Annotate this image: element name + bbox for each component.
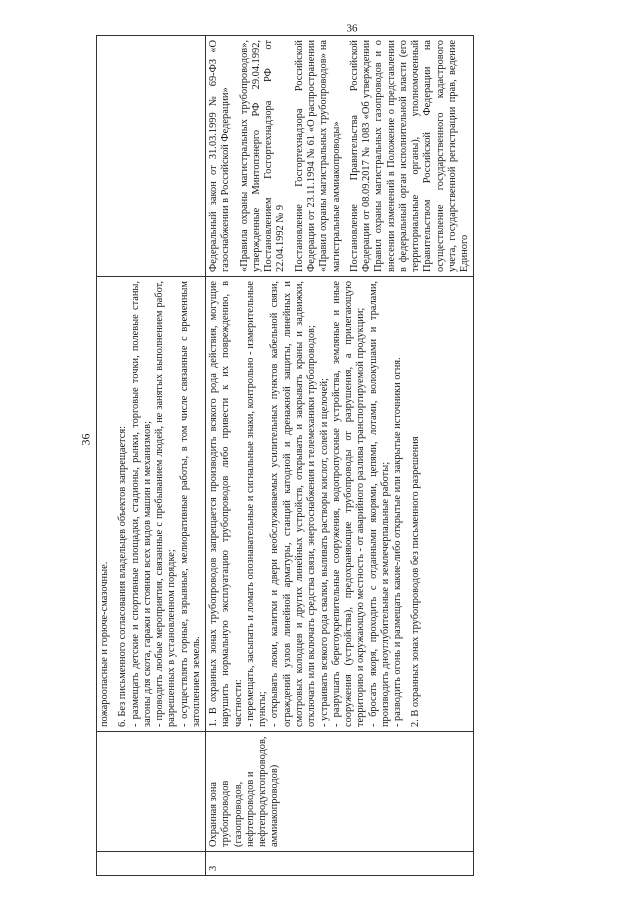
- restriction-paragraph: 2. В охранных зонах трубопроводов без письменного разрешения: [410, 436, 422, 727]
- restriction-paragraph: пожароопасные и горюче-смазочные.: [99, 561, 110, 727]
- restriction-paragraph: - разрушать берегоукрепительные сооружения, водопропускные устройства, земляные и иные сооружения (устройства), предохраняющие трубопроводы от разрушения, а прилегающую территорию и окружающую местность - от аварийного разлива транспортируемой продукции;: [330, 281, 367, 727]
- restriction-paragraph: - разводить огонь и размещать какие-либо открытые или закрытые источники огня.: [392, 357, 404, 727]
- document-reference: «Правила охраны магистральных трубопроводов», утвержденные Минтопэнерго РФ 29.04.1992, Постановлением Госгортехнадзора РФ от 22.04.1992 № 9: [238, 40, 287, 272]
- restriction-paragraph: - открывать люки, калитки и двери необслуживаемых усилительных пунктов кабельной связи, ограждений узлов линейной арматуры, станций катодной и дренажной защиты, линейных и смотровых колодцев и других линейных устройств, открывать и закрывать краны и задвижки, отключать или включать средства связи, энергоснабжения и телемеханики трубопроводов;: [269, 281, 318, 727]
- page-number-top: 36: [78, 433, 93, 446]
- row-number-cell: 3: [206, 852, 474, 876]
- restriction-paragraph: - устраивать всякого рода свалки, выливать растворы кислот, солей и щелочей;: [318, 378, 330, 727]
- page-number-bottom: 36: [346, 22, 358, 35]
- restriction-paragraph: 1. В охранных зонах трубопроводов запрещается производить всякого рода действия, могущие нарушить нормальную эксплуатацию трубопроводов либо привести к их повреждению, в частности:: [208, 281, 244, 727]
- landscape-content: [96, 22, 606, 876]
- restriction-paragraph: - проводить любые мероприятия, связанные с пребыванием людей, не занятых выполнением работ, разрешенных в установленном порядке;: [154, 281, 178, 727]
- documents-cell: [97, 36, 206, 277]
- zones-table: [96, 35, 474, 876]
- document-reference: Постановление Госгортехнадзора Российской Федерации от 23.11.1994 № 61 «О распространении «Правил охраны магистральных трубопроводов» на магистральные аммиакопроводы»: [293, 40, 342, 272]
- documents-cell: [206, 36, 474, 277]
- zone-name-cell: [97, 732, 206, 852]
- table-row: [206, 36, 474, 876]
- restriction-paragraph: - перемещать, засыпать и ломать опознавательные и сигнальные знаки, контрольно - измерительные пункты;: [244, 281, 269, 727]
- restriction-paragraph: - осуществлять горные, взрывные, мелиоративные работы, в том числе связанные с временным затоплением земель.: [178, 281, 202, 727]
- zone-name-cell: Охранная зона трубопроводов (газопроводов, нефтепроводов и нефтепродуктопроводов, аммиакопроводов): [206, 732, 474, 852]
- restriction-paragraph: 6. Без письменного согласования владельцев объектов запрещается:: [117, 426, 129, 727]
- restrictions-cell: [206, 277, 474, 732]
- document-reference: Федеральный закон от 31.03.1999 № 69-ФЗ «О газоснабжении в Российской Федерации»: [208, 40, 232, 272]
- row-number-cell: [97, 852, 206, 876]
- restriction-paragraph: - размещать детские и спортивные площадки, стадионы, рынки, торговые точки, полевые станы, загоны для скота, гаражи и стоянки всех видов машин и механизмов;: [129, 281, 153, 727]
- restrictions-cell: [97, 277, 206, 732]
- rotated-page-area: [96, 22, 606, 876]
- table-row: [97, 36, 206, 876]
- document-reference: Постановление Правительства Российской Федерации от 08.09.2017 № 1083 «Об утверждении Правил охраны магистральных газопроводов и о внесении изменений в Положение о представлении в федеральный орган исполнительной власти (его территориальные органы), уполномоченный Правительством Российской Федерации на осуществление государственного кадастрового учета, государственной регистрации прав, ведение Единого: [348, 40, 471, 272]
- restriction-paragraph: - бросать якоря, проходить с отданными якорями, цепями, лотами, волокушами и тралами, производить дноуглубительные и землечерпальные работы;: [367, 281, 391, 727]
